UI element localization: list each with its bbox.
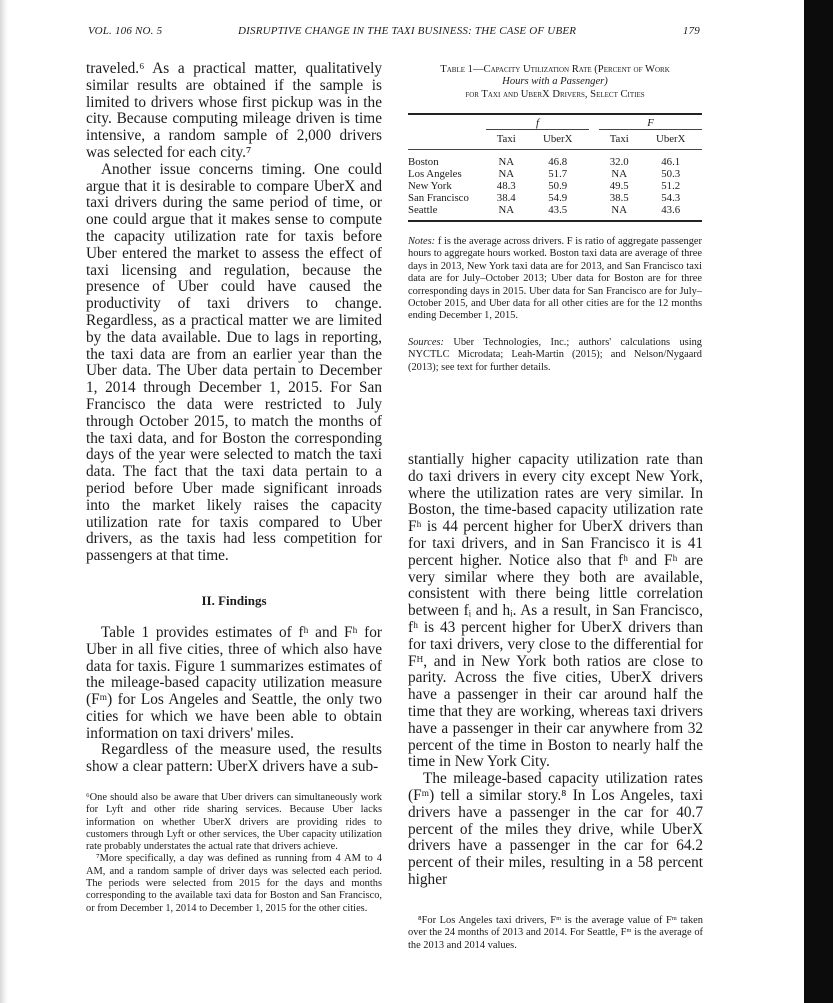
cell-f-uberx: 46.8 [548, 155, 568, 168]
footnote-8: ⁸For Los Angeles taxi drivers, Fᵐ is the average value of Fᵐ taken over the 24 months of 2013 and 2014. For Seattle, Fᵐ is the average of the 2013 and 2014 values. [408, 915, 703, 951]
cell-F-taxi: NA [611, 167, 628, 180]
table-row [408, 180, 702, 192]
right-paragraph-1: stantially higher capacity utilization rate than do taxi drivers in every city except New York, where the utilization rates are very similar. In Boston, the time-based capacity utilization rate Fʰ is 44 percent higher for UberX drivers than for taxi drivers, and in San Francisco it is 41 percent higher. Notice also that fʰ and Fʰ are very similar where they both are available, consistent with there being little correlation between fᵢ and hᵢ. As a result, in San Francisco, fʰ is 43 percent higher for UberX drivers than for taxi drivers, very close to the differential for Fᴴ, and in New York both ratios are close to parity. Across the five cities, UberX drivers have a passenger in their car around half the time that they are working, whereas taxi drivers have a passenger in their car anywhere from 32 percent of the time in Boston to nearly half the time in New York City. [408, 451, 703, 771]
cell-F-uberx: 43.6 [661, 203, 681, 216]
cell-F-taxi: 38.5 [609, 191, 629, 204]
cell-f-taxi: NA [498, 167, 515, 180]
col-header-taxi-F: Taxi [599, 129, 640, 149]
row-city: Los Angeles [408, 167, 462, 180]
page-number: 179 [682, 25, 700, 37]
scan-shadow-edge [0, 0, 8, 1003]
left-column [86, 61, 382, 776]
table-row [408, 192, 702, 204]
cell-f-uberx: 54.9 [548, 191, 568, 204]
journal-volume: VOL. 106 NO. 5 [88, 25, 163, 37]
footnotes-left [86, 792, 382, 915]
capacity-utilization-table [408, 113, 702, 222]
table-1-block [408, 64, 702, 374]
notes-text: f is the average across drivers. F is ratio of aggregate passenger hours to aggregate hours worked. Boston taxi data are average of three days in 2013, New York taxi data are for 2013, and San Francisco taxi data are for July–October 2013; Uber data for Boston are for three corresponding days in 2015. Uber data for San Francisco are for July–October 2015, and Uber data for all other cities are for the 12 months ending December 1, 2015. [408, 235, 702, 322]
right-column [408, 452, 703, 889]
cell-f-uberx: 51.7 [548, 167, 568, 180]
col-header-taxi-f: Taxi [486, 129, 527, 149]
table-notes [408, 236, 702, 323]
left-paragraph-2: Another issue concerns timing. One could argue that it is desirable to compare UberX and taxi drivers during the same period of time, or one could argue that it makes sense to compute the capacity utilization rate for taxis before Uber entered the market to assess the effect of taxi licensing and regulation, because the presence of Uber could have caused the productivity of taxi drivers to change. Regardless, as a practical matter we are limited by the data available. Due to lags in reporting, the taxi data are from an earlier year than the Uber data. The Uber data pertain to December 1, 2014 through December 1, 2015. For San Francisco the data were restricted to July through October 2015, to match the months of the taxi data, and for Boston the corresponding days of the year were selected to match the taxi data. The fact that the taxi data pertain to a period before Uber made significant inroads into the market likely raises the capacity utilization rate for taxis compared to Uber drivers, as the taxis had less competition for passengers at that time. [86, 160, 382, 565]
table-column-header [408, 129, 702, 149]
left-paragraph-4: Regardless of the measure used, the results show a clear pattern: UberX drivers have a sub- [86, 741, 382, 776]
cell-F-uberx: 50.3 [661, 167, 681, 180]
cell-F-taxi: NA [611, 203, 628, 216]
cell-f-taxi: NA [498, 155, 515, 168]
cell-F-taxi: 32.0 [609, 155, 629, 168]
row-city: New York [408, 179, 452, 192]
cell-f-taxi: 38.4 [496, 191, 516, 204]
footnote-6: ⁶One should also be aware that Uber drivers can simultaneously work for Lyft and other ride sharing services. Because Uber lacks information on whether UberX drivers are providing rides to customers through Lyft or other services, the Uber capacity utilization rate probably understates the actual rate that drivers achieve. [86, 792, 382, 853]
cell-F-uberx: 46.1 [661, 155, 681, 168]
table-sources [408, 337, 702, 374]
table-title [408, 64, 702, 101]
group-F-header: F [599, 114, 702, 130]
dark-margin-band [804, 0, 833, 1003]
right-paragraph-2: The mileage-based capacity utilization rates (Fᵐ) tell a similar story.⁸ In Los Angeles, taxi drivers have a passenger in the car for 40.7 percent of the miles they drive, while UberX drivers have a passenger in the car for 64.2 percent of their miles, resulting in a 58 percent higher [408, 770, 703, 888]
cell-f-taxi: NA [498, 203, 515, 216]
col-header-uberx-F: UberX [639, 129, 702, 149]
footnotes-right [408, 915, 703, 952]
cell-f-uberx: 50.9 [548, 179, 568, 192]
table-title-line-3: for Taxi and UberX Drivers, Select Cities [465, 88, 645, 100]
cell-F-uberx: 54.3 [661, 191, 681, 204]
sources-text: Uber Technologies, Inc.; authors' calculations using NYCTLC Microdata; Leah-Martin (2015); and Nelson/Nygaard (2013); see text for further details. [408, 336, 702, 373]
left-paragraph-3: Table 1 provides estimates of fʰ and Fʰ for Uber in all five cities, three of which also have data for taxis. Figure 1 summarizes estimates of the mileage-based capacity utilization measure (Fᵐ) for Los Angeles and Seattle, the only two cities for which we have been able to obtain information on taxi drivers' miles. [86, 623, 382, 742]
running-title: DISRUPTIVE CHANGE IN THE TAXI BUSINESS: THE CASE OF UBER [238, 25, 577, 37]
group-f-header: f [486, 114, 589, 130]
table-row [408, 168, 702, 180]
table-title-line-1: Table 1—Capacity Utilization Rate (Percent of Work [440, 64, 670, 75]
left-paragraph-1: traveled.⁶ As a practical matter, qualitatively similar results are obtained if the sample is limited to drivers whose first pickup was in the city. Because computing mileage driven is time intensive, a random sample of 2,000 drivers was selected for each city.⁷ [86, 60, 382, 161]
row-city: Seattle [408, 203, 438, 216]
cell-F-uberx: 51.2 [661, 179, 681, 192]
row-city: Boston [408, 155, 439, 168]
table-title-line-2: Hours with a Passenger) [502, 76, 608, 88]
col-header-uberx-f: UberX [527, 129, 589, 149]
running-header [88, 25, 700, 43]
section-heading-findings: II. Findings [201, 592, 267, 608]
table-group-header [408, 114, 702, 130]
sources-label: Sources: [408, 336, 444, 348]
notes-label: Notes: [408, 235, 436, 247]
cell-f-uberx: 43.5 [548, 203, 568, 216]
footnote-7: ⁷More specifically, a day was defined as running from 4 AM to 4 AM, and a random sample of driver days was selected each period. The periods were selected from 2015 for the days and months corresponding to the available taxi data for Boston and San Francisco, or from December 1, 2014 to December 1, 2015 for the other cities. [86, 853, 382, 914]
cell-f-taxi: 48.3 [496, 179, 516, 192]
table-row [408, 204, 702, 221]
table-row [408, 149, 702, 168]
cell-F-taxi: 49.5 [609, 179, 629, 192]
row-city: San Francisco [408, 191, 469, 204]
